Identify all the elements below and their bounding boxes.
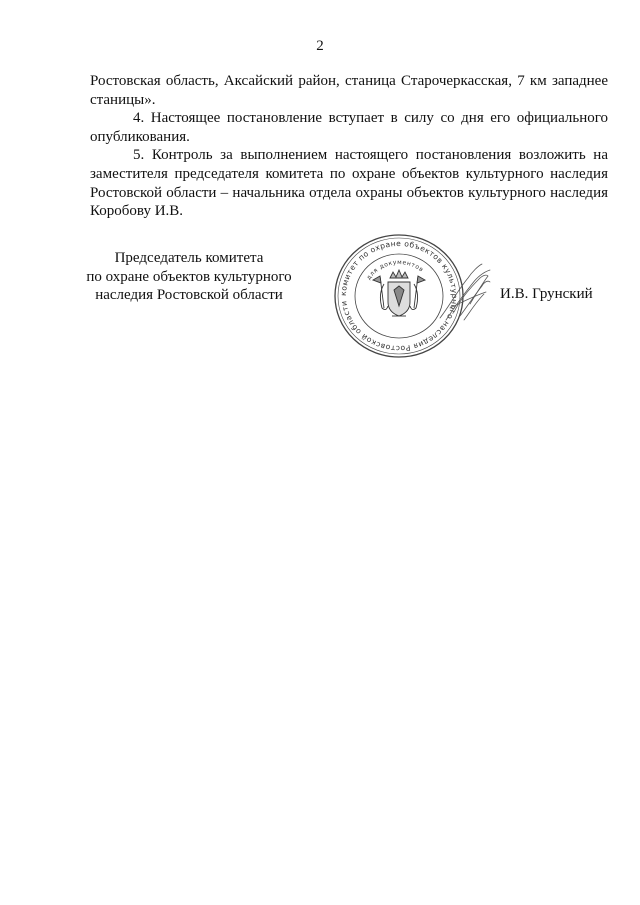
- page-number: 2: [316, 38, 324, 54]
- coat-of-arms-icon: [373, 270, 425, 316]
- signer-title-line: наследия Ростовской области: [95, 287, 283, 304]
- paragraph-4: 4. Настоящее постановление вступает в силу со дня его официального опубликования.: [90, 110, 608, 145]
- paragraph-continuation: Ростовская область, Аксайский район, станица Старочеркасская, 7 км западнее станицы».: [90, 73, 608, 108]
- signer-title-line: по охране объектов культурного: [86, 268, 292, 285]
- signer-title: [78, 249, 300, 305]
- signer-title-line: Председатель комитета: [114, 250, 264, 266]
- seal-outer-text: комитет по охране объектов культурного наследия Ростовской области: [338, 238, 460, 354]
- seal-inner-text: для документов: [365, 258, 425, 282]
- paragraph-5: 5. Контроль за выполнением настоящего постановления возложить на заместителя председателя комитета по охране объектов культурного наследия Ростовской области – начальника отдела охраны объектов культурного наследия Коробову И.В.: [90, 147, 608, 220]
- signer-name: И.В. Грунский: [500, 286, 593, 302]
- document-body: [90, 72, 608, 221]
- handwritten-signature: [420, 250, 500, 330]
